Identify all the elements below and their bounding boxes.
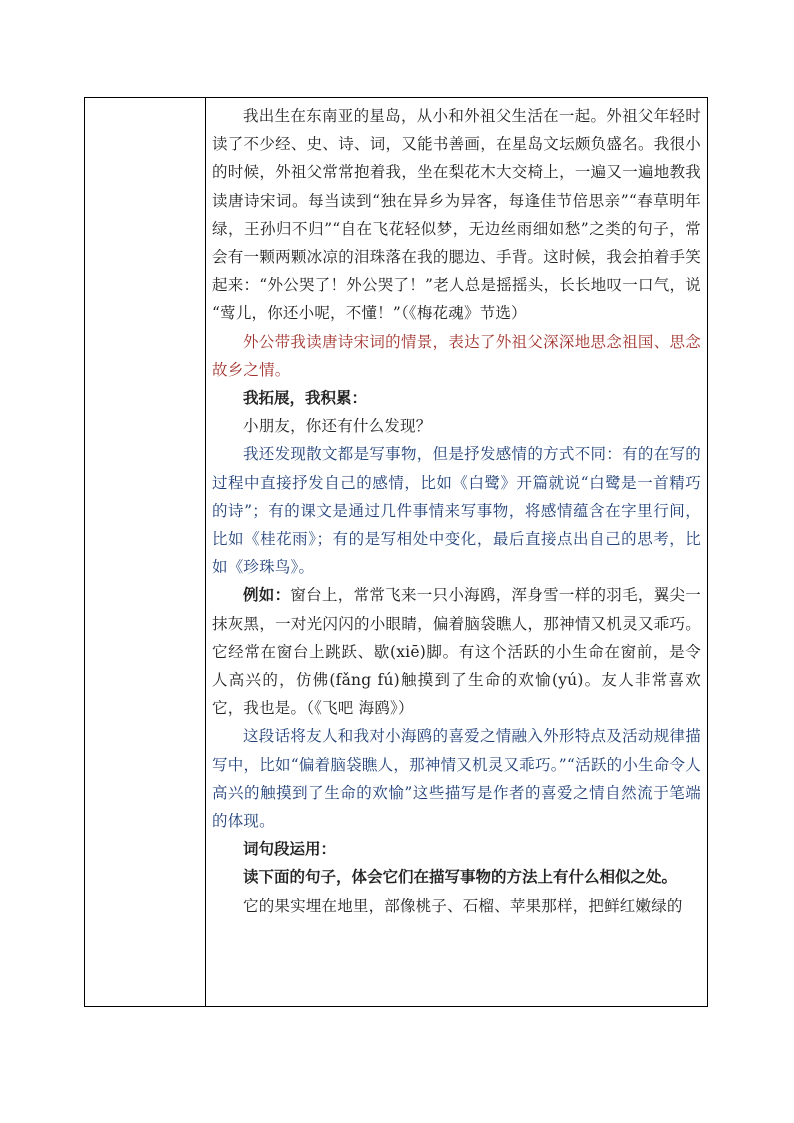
section-heading-expand: 我拓展，我积累： [243,388,368,408]
exercise-instruction: 读下面的句子，体会它们在描写事物的方法上有什么相似之处。 [243,867,678,887]
passage-analysis: 外公带我读唐诗宋词的情景，表达了外祖父深深地思念祖国、思念故乡之情。 [212,332,701,379]
section-heading-usage: 词句段运用： [243,839,337,859]
example-paragraph [212,581,701,722]
question-prompt: 小朋友，你还有什么发现？ [243,417,432,436]
content-table [84,97,708,1007]
discovery-paragraph: 我还发现散文都是写事物，但是抒发感情的方式不同：有的在写的过程中直接抒发自己的感情，比如《白鹭》开篇就说“白鹭是一首精巧的诗”；有的课文是通过几件事情来写事物，将感情蕴含在字里行间，比如《桂花雨》；有的是写相处中变化，最后直接点出自己的思考，比如《珍珠鸟》。 [212,445,701,577]
table-right-column [206,98,707,1006]
table-left-column [85,98,206,1006]
example-label: 例如： [243,585,291,605]
passage-plum-soul: 我出生在东南亚的星岛，从小和外祖父生活在一起。外祖父年轻时读了不少经、史、诗、词，又能书善画，在星岛文坛颇负盛名。我很小的时候，外祖父常常抱着我，坐在梨花木大交椅上，一遍又一遍地教我读唐诗宋词。每当读到“独在异乡为异客，每逢佳节倍思亲”“春草明年绿，王孙归不归”“自在飞花轻似梦，无边丝雨细如愁”之类的句子，常会有一颗两颗冰凉的泪珠落在我的腮边、手背。这时候，我会拍着手笑起来：“外公哭了！外公哭了！”老人总是摇摇头，长长地叹一口气，说 “莺儿，你还小呢，不懂！”（《梅花魂》节选） [212,107,701,323]
example-analysis: 这段话将友人和我对小海鸥的喜爱之情融入外形特点及活动规律描写中，比如“偏着脑袋瞧人，那神情又机灵又乖巧。”“活跃的小生命令人高兴的触摸到了生命的欢愉”这些描写是作者的喜爱之情自然流于笔端的体现。 [212,727,701,831]
example-text: 窗台上，常常飞来一只小海鸥，浑身雪一样的羽毛，翼尖一抹灰黑，一对光闪闪的小眼睛，偏着脑袋瞧人，那神情又机灵又乖巧。它经常在窗台上跳跃、歇(xiē)脚。有这个活跃的小生命在窗前，是令人高兴的，仿佛(fǎng fú)触摸到了生命的欢愉(yú)。友人非常喜欢它，我也是。（《飞吧 海鸥》） [212,586,701,718]
exercise-sentence: 它的果实埋在地里，部像桃子、石榴、苹果那样，把鲜红嫩绿的 [243,896,683,915]
